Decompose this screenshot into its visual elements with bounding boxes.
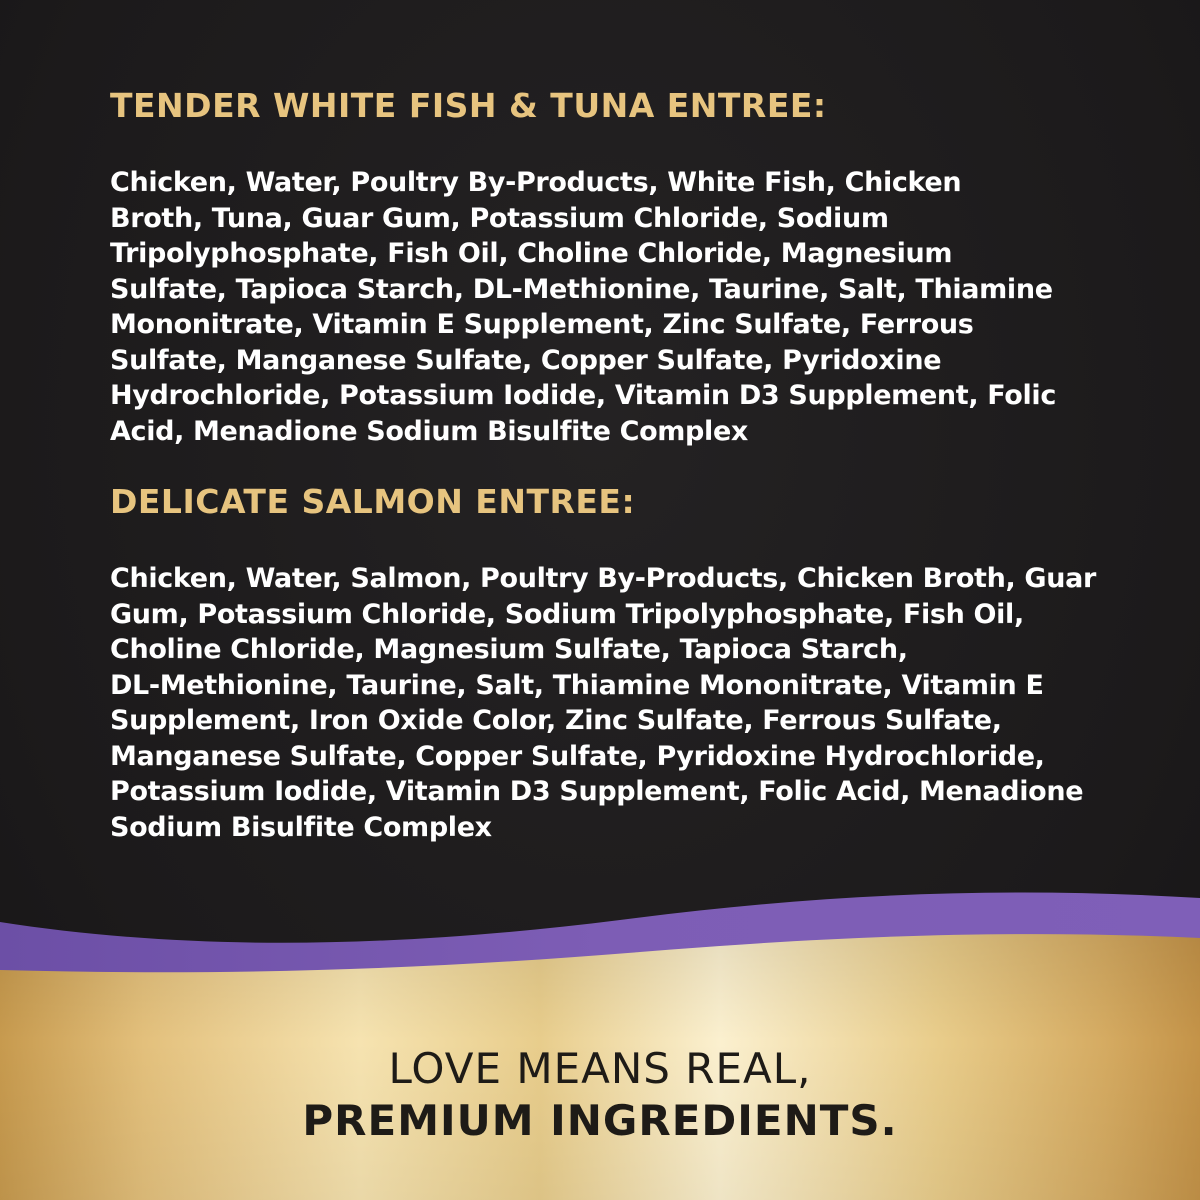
tagline-line-2: PREMIUM INGREDIENTS. bbox=[302, 1096, 898, 1145]
ingredient-line: Tripolyphosphate, Fish Oil, Choline Chloride, Magnesium bbox=[110, 238, 953, 269]
ingredient-line: Gum, Potassium Chloride, Sodium Tripolyphosphate, Fish Oil, bbox=[110, 598, 1024, 630]
ingredient-line: Choline Chloride, Magnesium Sulfate, Tapioca Starch, bbox=[110, 634, 908, 665]
ingredient-list bbox=[110, 561, 1100, 845]
ingredient-line: Potassium Iodide, Vitamin D3 Supplement, Folic Acid, Menadione bbox=[110, 776, 1084, 807]
ingredient-line: Sulfate, Tapioca Starch, DL-Methionine, Taurine, Salt, Thiamine bbox=[110, 273, 1053, 305]
ingredient-line: Supplement, Iron Oxide Color, Zinc Sulfate, Ferrous Sulfate, bbox=[110, 705, 1002, 736]
section-salmon bbox=[110, 482, 1100, 845]
section-title: DELICATE SALMON ENTREE: bbox=[110, 482, 636, 521]
ingredient-line: Sodium Bisulfite Complex bbox=[110, 811, 492, 843]
gold-wave-band bbox=[0, 880, 1200, 1200]
ingredient-line: DL-Methionine, Taurine, Salt, Thiamine Mononitrate, Vitamin E bbox=[110, 669, 1044, 701]
ingredient-line: Chicken, Water, Salmon, Poultry By-Products, Chicken Broth, Guar bbox=[110, 563, 1096, 594]
ingredient-list bbox=[110, 165, 1100, 449]
ingredient-line: Hydrochloride, Potassium Iodide, Vitamin D3 Supplement, Folic bbox=[110, 380, 1056, 411]
ingredient-line: Mononitrate, Vitamin E Supplement, Zinc Sulfate, Ferrous bbox=[110, 309, 974, 340]
ingredient-line: Chicken, Water, Poultry By-Products, White Fish, Chicken bbox=[110, 167, 962, 198]
tagline-line-1: LOVE MEANS REAL, bbox=[388, 1044, 812, 1093]
ingredient-line: Broth, Tuna, Guar Gum, Potassium Chloride, Sodium bbox=[110, 202, 889, 234]
ingredient-line: Sulfate, Manganese Sulfate, Copper Sulfate, Pyridoxine bbox=[110, 344, 942, 376]
section-white-fish-tuna bbox=[110, 86, 1100, 449]
section-title: TENDER WHITE FISH & TUNA ENTREE: bbox=[110, 86, 827, 125]
ingredient-line: Acid, Menadione Sodium Bisulfite Complex bbox=[110, 415, 748, 447]
ingredient-line: Manganese Sulfate, Copper Sulfate, Pyridoxine Hydrochloride, bbox=[110, 740, 1045, 772]
